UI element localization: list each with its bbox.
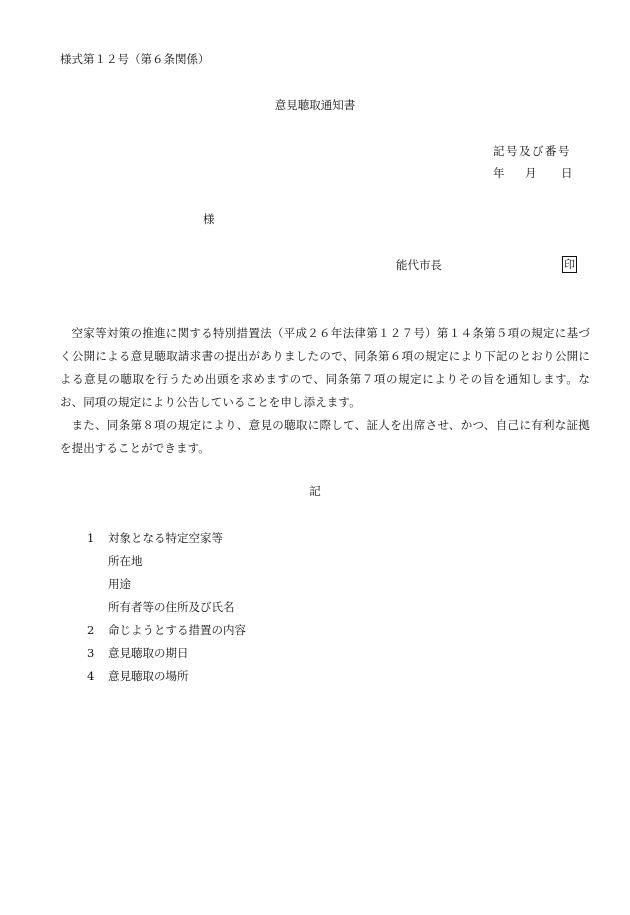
item-number: 4 (87, 669, 95, 683)
ki-heading: 記 (309, 484, 321, 498)
item-number: 2 (87, 623, 95, 637)
sender-name: 能代市長 (396, 258, 442, 272)
date-day: 日 (561, 166, 573, 180)
list-item (87, 619, 246, 642)
body-paragraph-2: また、同条第８項の規定により、意見の聴取に際して、証人を出席させ、かつ、自己に有利な証拠を提出することができます。 (60, 418, 590, 455)
addressee-suffix: 様 (203, 212, 215, 226)
item-label: 命じようとする措置の内容 (108, 623, 246, 637)
document-title: 意見聴取通知書 (274, 98, 356, 112)
item-number: 3 (87, 646, 95, 660)
list-item (87, 642, 246, 665)
date-month: 月 (525, 166, 537, 180)
item-label: 意見聴取の期日 (108, 646, 189, 660)
list-item (87, 665, 246, 688)
item-label: 対象となる特定空家等 (108, 531, 223, 545)
seal-mark: 印 (564, 258, 575, 271)
item-number: 1 (87, 531, 95, 545)
body-paragraph-1: 空家等対策の推進に関する特別措置法（平成２６年法律第１２７号）第１４条第５項の規定に基づく公開による意見聴取請求書の提出がありましたので、同条第６項の規定により下記のとおり公開による意見の聴取を行うため出頭を求めますので、同条第７項の規定によりその旨を通知します。なお、同項の規定により公告していることを申し添えます。 (60, 326, 590, 409)
date-line (493, 168, 573, 180)
date-year: 年 (493, 166, 505, 180)
sub-item-owner: 所有者等の住所及び氏名 (108, 600, 235, 614)
sub-item-usage: 用途 (108, 577, 131, 591)
reference-number-label: 記号及び番号 (493, 144, 571, 158)
form-number: 様式第１２号（第６条関係） (60, 52, 210, 66)
sub-item-location: 所在地 (108, 554, 143, 568)
list-item (87, 527, 246, 550)
notice-body (60, 322, 590, 460)
item-label: 意見聴取の場所 (108, 669, 189, 683)
item-list (87, 527, 246, 688)
